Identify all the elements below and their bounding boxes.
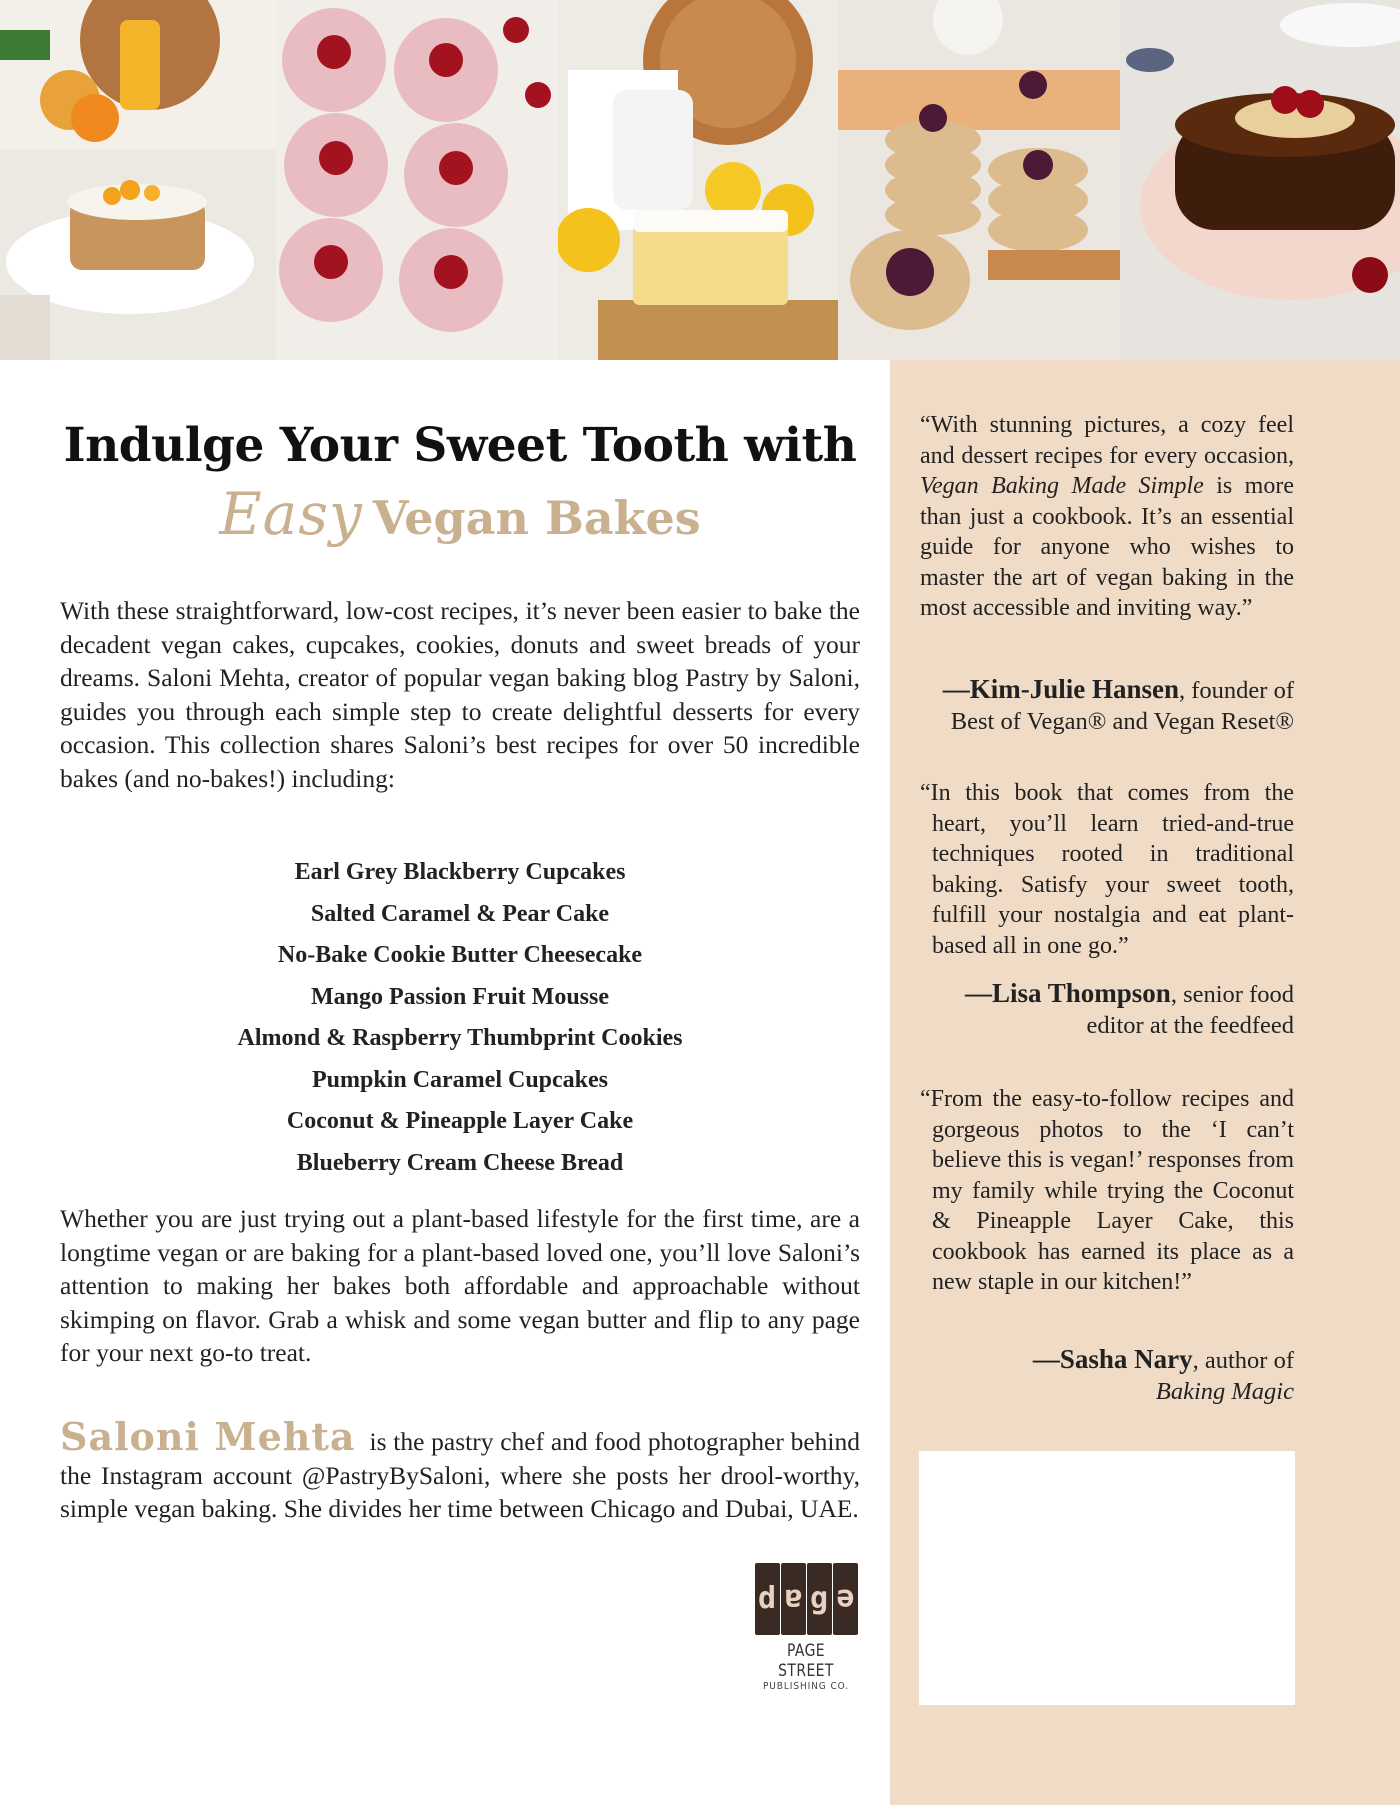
quote-author-role-line2: editor at the feedfeed — [1086, 1012, 1294, 1039]
logo-type-blocks — [750, 1563, 862, 1635]
author-bio — [60, 1414, 860, 1526]
quote-author-role: , author of — [1192, 1347, 1294, 1374]
outro-paragraph: Whether you are just trying out a plant-based lifestyle for the first time, are a longtime vegan or are baking for a plant-based loved one, you’ll love Saloni’s attention to making her bakes both affordable and approachable without skimping on flavor. Grab a whisk and some vegan butter and flip to any page for your next go-to treat. — [60, 1204, 860, 1367]
subheadline — [60, 480, 860, 548]
quote-author-role: , founder of — [1179, 677, 1294, 704]
testimonial-attribution-1 — [943, 674, 1294, 737]
quote-author-role: , senior food — [1170, 981, 1294, 1008]
quote-text: “With stunning pictures, a cozy feel and dessert recipes for every occasion, — [920, 412, 1294, 469]
cherry-cupcakes-photo — [276, 0, 558, 360]
logo-block: g — [807, 1563, 832, 1635]
publisher-logo — [750, 1563, 862, 1692]
quote-text: “From the easy-to-follow recipes and gorgeous photos to the ‘I can’t believe this is vegan!’ responses from my family while trying the Coconut & Pineapple Layer Cake, this cookbook has earned its place as a new staple in our kitchen!” — [920, 1086, 1294, 1295]
recipe-item: No-Bake Cookie Butter Cheesecake — [277, 942, 643, 968]
book-title: Vegan Baking Made Simple — [920, 473, 1204, 499]
quote-author: —Lisa Thompson — [964, 978, 1171, 1008]
recipe-item: Coconut & Pineapple Layer Cake — [286, 1108, 634, 1134]
logo-block: d — [755, 1563, 780, 1635]
lemon-loaf-photo — [558, 0, 838, 360]
quote-author-role-line2: Baking Magic — [1155, 1378, 1294, 1405]
recipe-item: Earl Grey Blackberry Cupcakes — [294, 859, 626, 885]
chocolate-cherry-cake-photo — [1120, 0, 1400, 360]
quote-author: —Sasha Nary — [1032, 1344, 1193, 1374]
recipe-item: Salted Caramel & Pear Cake — [310, 900, 610, 927]
thumbprint-cookies-photo — [838, 0, 1120, 360]
recipe-item: Almond & Raspberry Thumbprint Cookies — [237, 1025, 683, 1051]
recipe-item: Pumpkin Caramel Cupcakes — [311, 1066, 609, 1093]
author-name: Saloni Mehta — [60, 1414, 356, 1459]
testimonial-quote-1 — [920, 410, 1294, 624]
quote-text: “In this book that comes from the heart, you’ll learn tried-and-true techniques rooted in traditional baking. Satisfy your sweet tooth, fulfill your nostalgia and eat plant-based all in one go.” — [920, 780, 1294, 959]
subheadline-script-word: Easy — [219, 480, 363, 548]
quote-author-role-line2: Best of Vegan® and Vegan Reset® — [950, 708, 1294, 735]
testimonial-quote-3 — [920, 1084, 1294, 1298]
testimonial-attribution-3 — [1033, 1344, 1294, 1407]
quote-text: is more than just a cookbook. It’s an essential guide for anyone who wishes to master the art of vegan baking in the most accessible and inviting way.” — [920, 473, 1294, 621]
author-bio-text: is the pastry chef and food photographer behind the Instagram account @PastryBySaloni, where she posts her drool-worthy, simple vegan baking. She divides her time between Chicago and Dubai, UAE. — [60, 1427, 860, 1523]
recipe-list — [60, 852, 860, 1184]
testimonial-attribution-2 — [965, 978, 1294, 1041]
publisher-subtitle: PUBLISHING CO. — [762, 1681, 850, 1692]
logo-block: a — [781, 1563, 806, 1635]
testimonial-quote-2 — [920, 778, 1294, 961]
mango-cake-photo — [0, 0, 276, 360]
barcode-area — [919, 1451, 1295, 1705]
headline: Indulge Your Sweet Tooth with — [63, 418, 857, 473]
logo-block: e — [833, 1563, 858, 1635]
recipe-item: Blueberry Cream Cheese Bread — [296, 1149, 624, 1176]
recipe-item: Mango Passion Fruit Mousse — [310, 983, 609, 1010]
quote-author: —Kim-Julie Hansen — [942, 674, 1180, 704]
photo-strip — [0, 0, 1400, 360]
subheadline-rest: Vegan Bakes — [372, 491, 701, 545]
intro-paragraph: With these straightforward, low-cost recipes, it’s never been easier to bake the decadent vegan cakes, cupcakes, cookies, donuts and sweet breads of your dreams. Saloni Mehta, creator of popular vegan baking blog Pastry by Saloni, guides you through each simple step to create delightful desserts for every occasion. This collection shares Saloni’s best recipes for over 50 incredible bakes (and no-bakes!) including: — [60, 596, 860, 793]
publisher-name: PAGE STREET — [778, 1641, 834, 1681]
